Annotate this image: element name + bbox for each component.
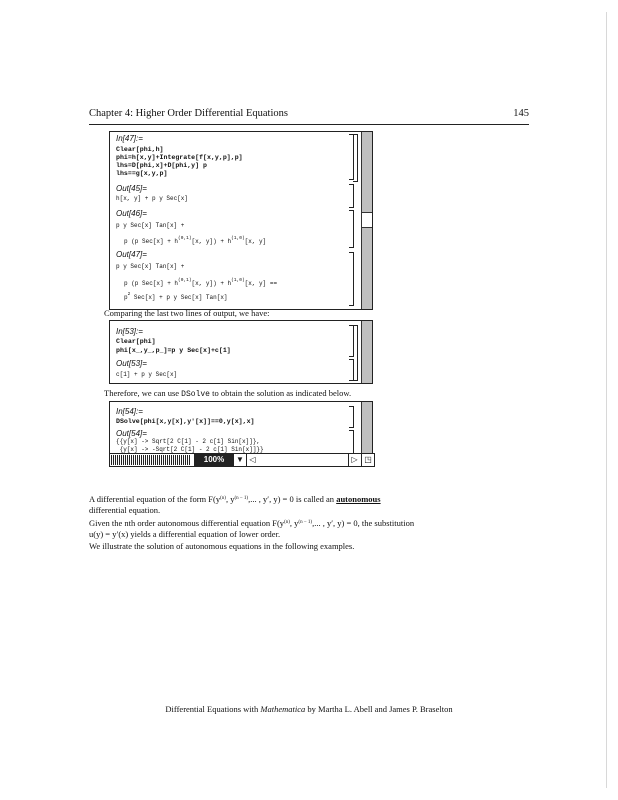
input-line[interactable]: Clear[phi] [116,338,156,345]
output-53: c[1] + p y Sec[x] [116,371,178,378]
input-line[interactable]: lhs==g[x,y,p] [116,170,168,177]
status-pattern [111,455,191,465]
zoom-level[interactable]: 100% [194,454,234,466]
size-box-icon[interactable]: ◳ [361,454,374,466]
output-47-line3: $p^2$ Sec[x] + p y Sec[x] Tan[x] [124,292,228,301]
input-line[interactable]: phi[x_,y_,p_]=p y Sec[x]+c[1] [116,347,231,354]
vertical-scrollbar[interactable] [361,402,372,454]
paragraph-1-line2: differential equation. [89,505,161,515]
cell-bracket[interactable] [349,430,354,454]
vertical-scrollbar[interactable] [361,321,372,383]
cell-bracket[interactable] [349,184,354,208]
in-label-54: In[54]:= [116,407,143,416]
page-footer: Differential Equations with Mathematica by Martha L. Abell and James P. Braselton [165,704,453,714]
input-line[interactable]: phi=h[x,y]+Integrate[f[x,y,p],p] [116,154,243,161]
page-header [89,108,529,122]
chapter-title: Chapter 4: Higher Order Differential Equations [89,108,288,119]
output-54-line2: {y[x] -> -Sqrt[2 C[1] - 2 c[1] Sin[x]]}} [116,446,264,453]
in-label-53: In[53]:= [116,327,143,336]
dsolve-code: DSolve [181,390,210,399]
group-bracket[interactable] [353,134,358,182]
out-label-54: Out[54]= [116,429,147,438]
zoom-dropdown-icon[interactable]: ▼ [236,455,244,464]
text-comparing: Comparing the last two lines of output, we have: [104,308,270,318]
vertical-scrollbar[interactable] [361,132,372,309]
notebook-window-3 [109,401,373,455]
text-therefore: Therefore, we can use DSolve to obtain the solution as indicated below. [104,388,352,399]
header-rule [89,124,529,125]
cell-bracket[interactable] [349,252,354,306]
input-line[interactable]: lhs=D[phi,x]+D[phi,y] p [116,162,208,169]
output-47-line1: p y Sec[x] Tan[x] + [116,263,185,270]
cell-bracket[interactable] [349,359,354,381]
out-label-53: Out[53]= [116,359,147,368]
scroll-thumb[interactable] [362,212,372,228]
page-edge [606,12,607,788]
output-46-line1: p y Sec[x] Tan[x] + [116,222,185,229]
output-47-line2: p (p $Sec[x] + h^{(0,1)}[x$, $y]) + h^{(1,0)}[x$, y] == [124,278,278,287]
paragraph-2: Given the nth order autonomous differential equation $F(y^{(n)}$, $y^{(n - 1)}$,... , y′, y) = 0, the substitution [89,518,415,528]
paragraph-1: A differential equation of the form $F(y^{(n)}$, $y^{(n - 1)}$,... , y′, y) = 0 is called an autonomous [89,494,381,504]
out-label-45: Out[45]= [116,184,147,193]
scroll-right-icon[interactable]: ▷ [348,454,360,466]
cell-bracket[interactable] [349,210,354,248]
notebook-window-2 [109,320,373,384]
cell-bracket[interactable] [349,406,354,428]
paragraph-3: We illustrate the solution of autonomous equations in the following examples. [89,541,355,551]
notebook-window-1 [109,131,373,310]
paragraph-2-line2: u(y) = y′(x) yields a differential equation of lower order. [89,529,281,539]
in-label-47: In[47]:= [116,134,143,143]
out-label-47: Out[47]= [116,250,147,259]
output-54-line1: {{y[x] -> Sqrt[2 C[1] - 2 c[1] Sin[x]]}, [116,438,261,445]
status-bar [109,453,375,467]
input-line[interactable]: DSolve[phi[x,y[x],y'[x]]==0,y[x],x] [116,418,255,425]
input-line[interactable]: Clear[phi,h] [116,146,164,153]
scroll-left-icon[interactable]: ◁ [246,454,258,466]
out-label-46: Out[46]= [116,209,147,218]
term-autonomous: autonomous [336,494,381,504]
output-45: h[x, y] + p y Sec[x] [116,195,189,202]
output-46-line2: p (p $Sec[x] + h^{(0,1)}[x$, $y]) + h^{(1,0)}[x$, y] [124,236,267,245]
page-number: 145 [513,108,529,119]
